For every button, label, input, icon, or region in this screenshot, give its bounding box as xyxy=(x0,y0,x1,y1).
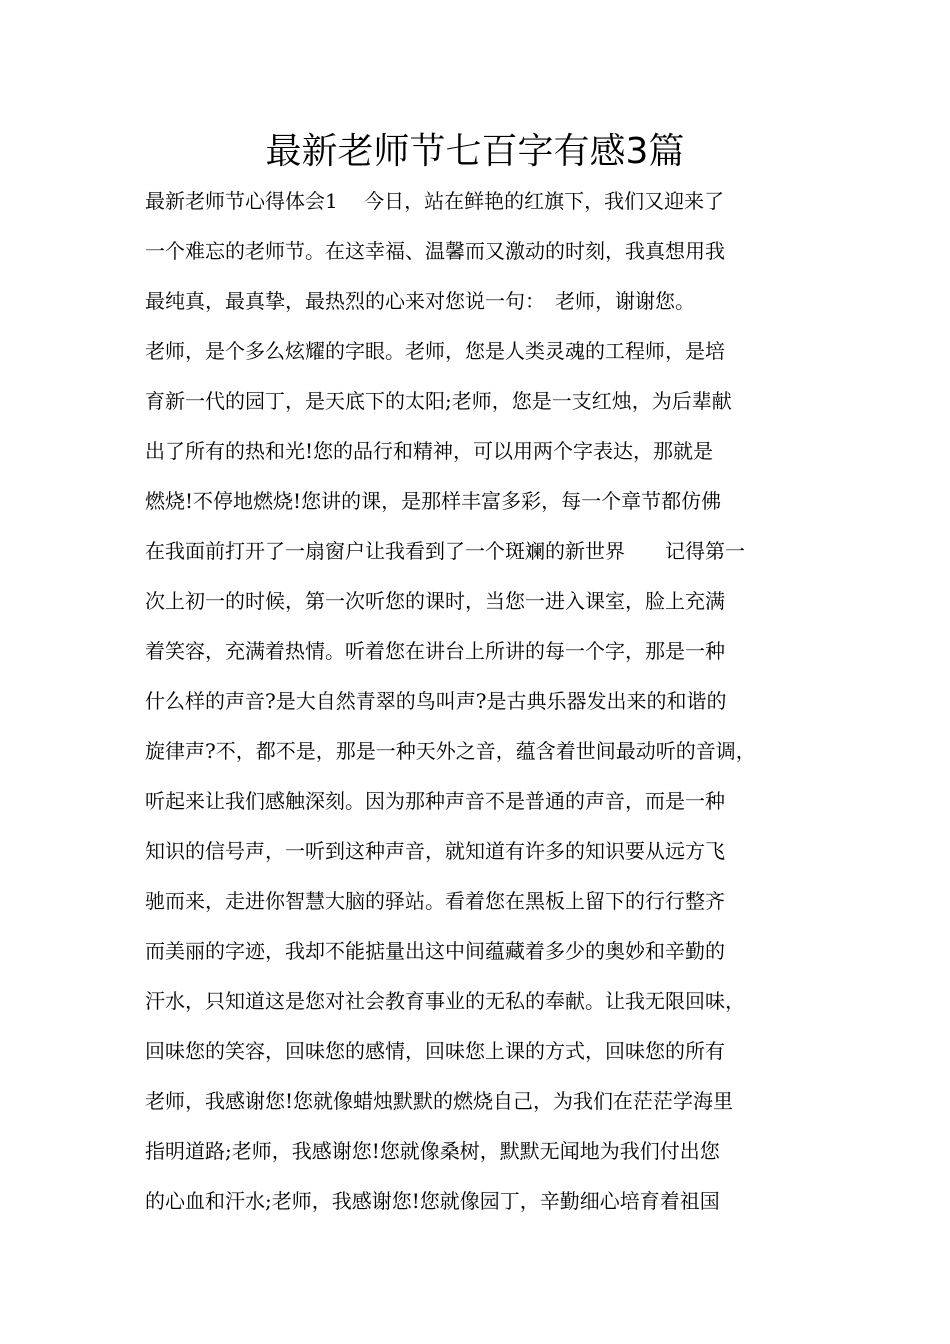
body-line: 老师，是个多么炫耀的字眼。老师，您是人类灵魂的工程师，是培 xyxy=(145,339,725,363)
body-line: 一个难忘的老师节。在这幸福、温馨而又激动的时刻，我真想用我 xyxy=(145,239,725,263)
body-line: 知识的信号声，一听到这种声音，就知道有许多的知识要从远方飞 xyxy=(145,839,725,863)
body-line: 着笑容，充满着热情。听着您在讲台上所讲的每一个字，那是一种 xyxy=(145,639,725,663)
body-line: 在我面前打开了一扇窗户让我看到了一个斑斓的新世界 记得第一 xyxy=(145,539,745,563)
body-line: 次上初一的时候，第一次听您的课时，当您一进入课室，脸上充满 xyxy=(145,589,725,613)
body-line: 旋律声?不，都不是，那是一种天外之音，蕴含着世间最动听的音调， xyxy=(145,739,756,763)
body-line: 听起来让我们感触深刻。因为那种声音不是普通的声音，而是一种 xyxy=(145,789,725,813)
body-line: 育新一代的园丁，是天底下的太阳;老师，您是一支红烛，为后辈献 xyxy=(145,389,732,413)
document-title: 最新老师节七百字有感3篇 xyxy=(265,131,685,172)
body-line: 回味您的笑容，回味您的感情，回味您上课的方式，回味您的所有 xyxy=(145,1039,725,1063)
body-line: 什么样的声音?是大自然青翠的鸟叫声?是古典乐器发出来的和谐的 xyxy=(145,689,727,713)
body-line: 指明道路;老师，我感谢您!您就像桑树，默默无闻地为我们付出您 xyxy=(145,1139,720,1163)
body-line: 最新老师节心得体会1 今日，站在鲜艳的红旗下，我们又迎来了 xyxy=(145,189,725,213)
body-line: 驰而来，走进你智慧大脑的驿站。看着您在黑板上留下的行行整齐 xyxy=(145,889,725,913)
body-line: 的心血和汗水;老师，我感谢您!您就像园丁，辛勤细心培育着祖国 xyxy=(145,1189,720,1213)
document-body xyxy=(145,176,825,1226)
body-line: 而美丽的字迹，我却不能掂量出这中间蕴藏着多少的奥妙和辛勤的 xyxy=(145,939,725,963)
body-line: 最纯真，最真挚，最热烈的心来对您说一句： 老师，谢谢您。 xyxy=(145,289,695,313)
body-line: 出了所有的热和光!您的品行和精神，可以用两个字表达，那就是 xyxy=(145,439,714,463)
body-line: 燃烧!不停地燃烧!您讲的课，是那样丰富多彩，每一个章节都仿佛 xyxy=(145,489,722,513)
body-line: 老师，我感谢您!您就像蜡烛默默的燃烧自己，为我们在茫茫学海里 xyxy=(145,1089,734,1113)
body-line: 汗水，只知道这是您对社会教育事业的无私的奉献。让我无限回味， xyxy=(145,989,745,1013)
